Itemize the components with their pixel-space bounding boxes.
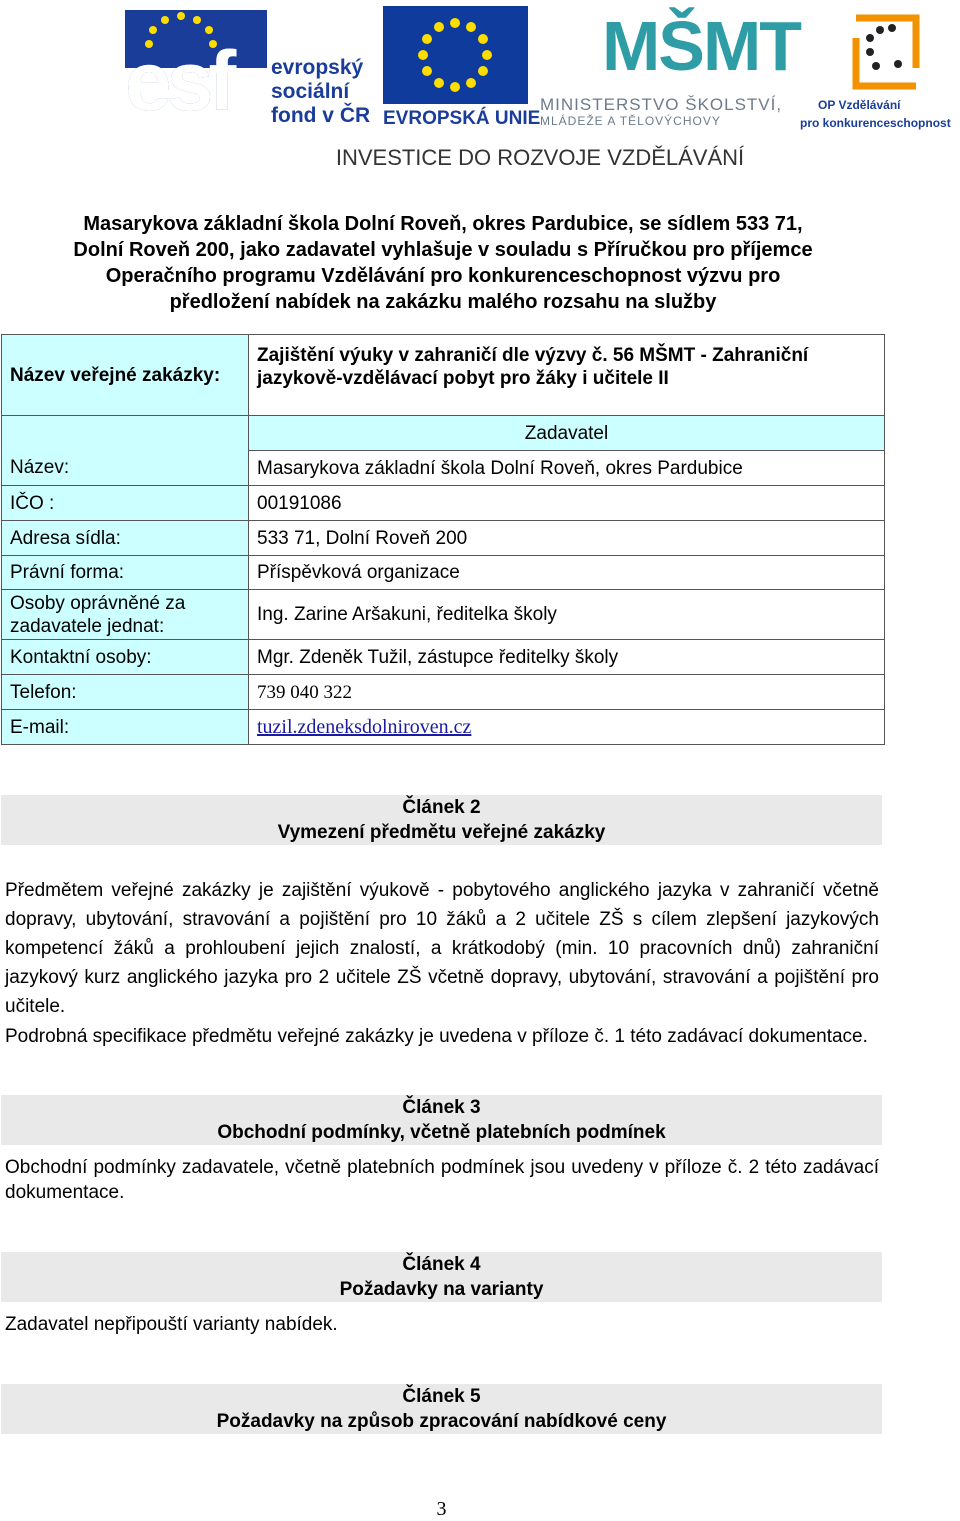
- article-title: Vymezení předmětu veřejné zakázky: [277, 822, 606, 843]
- article-4-paragraph: Zadavatel nepřipouští varianty nabídek.: [5, 1314, 338, 1335]
- table-row: [2, 416, 885, 451]
- ico-value: 00191086: [249, 486, 885, 521]
- msmt-logo: [540, 6, 801, 128]
- kontakt-value: Mgr. Zdeněk Tužil, zástupce ředitelky školy: [249, 640, 885, 675]
- nazev-label: Název:: [2, 451, 249, 486]
- tagline: INVESTICE DO ROZVOJE VZDĚLÁVÁNÍ: [335, 145, 745, 170]
- email-cell: [249, 710, 885, 745]
- table-row: [2, 556, 885, 590]
- nazev-value: Masarykova základní škola Dolní Roveň, okres Pardubice: [249, 451, 885, 486]
- table-row: [2, 521, 885, 556]
- table-row: [2, 590, 885, 640]
- telefon-value: 739 040 322: [249, 675, 885, 710]
- pravni-forma-label: Právní forma:: [2, 556, 249, 590]
- telefon-label: Telefon:: [2, 675, 249, 710]
- eu-text: EVROPSKÁ UNIE: [383, 108, 541, 129]
- article-2-header: [1, 795, 882, 845]
- article-2-paragraph-1: Předmětem veřejné zakázky je zajištění výukově - pobytového anglického jazyka v zahraničí včetně dopravy, ubytování, stravování a pojištění pro 10 žáků a 2 učitele ZŠ s cílem zlepšení jazykových kompetencí žáků a prohloubení jejich znalostí, a krátkodobý (min. 10 pracovních dnů) zahraniční jazykový kurz anglického jazyka pro 2 učitele ZŠ včetně dopravy, ubytování, stravování a pojištění pro učitele.: [5, 880, 879, 1017]
- article-3-paragraph: Obchodní podmínky zadavatele, včetně platebních podmínek jsou uvedeny v příloze č. 2 této zadávací dokumentace.: [5, 1157, 879, 1203]
- table-row: [2, 640, 885, 675]
- email-link[interactable]: tuzil.zdeneksdolniroven.cz: [257, 715, 472, 738]
- email-label: E-mail:: [2, 710, 249, 745]
- msmt-text-1: MINISTERSTVO ŠKOLSTVÍ,: [540, 95, 783, 114]
- nazev-zakazky-value: Zajištění výuky v zahraničí dle výzvy č. 56 MŠMT - Zahraniční jazykově-vzdělávací pobyt pro žáky i učitele II: [249, 335, 885, 416]
- empty-label-cell: [2, 416, 249, 451]
- article-number: Článek 3: [402, 1097, 481, 1118]
- intro-line: předložení nabídek na zakázku malého rozsahu na služby: [169, 291, 717, 313]
- pravni-forma-value: Příspěvková organizace: [249, 556, 885, 590]
- article-number: Článek 2: [402, 797, 481, 818]
- esf-logo: [125, 6, 375, 126]
- intro-line: Masarykova základní škola Dolní Roveň, okres Pardubice, se sídlem 533 71,: [83, 213, 803, 235]
- osoby-value: Ing. Zarine Aršakuni, ředitelka školy: [249, 590, 885, 640]
- article-2-paragraph-2: Podrobná specifikace předmětu veřejné zakázky je uvedena v příloze č. 1 této zadávací dokumentace.: [5, 1026, 868, 1047]
- intro-line: Dolní Roveň 200, jako zadavatel vyhlašuje v souladu s Příručkou pro příjemce: [73, 239, 813, 261]
- intro-line: Operačního programu Vzdělávání pro konkurenceschopnost výzvu pro: [105, 265, 781, 287]
- eu-flag-icon: [383, 6, 528, 104]
- article-5-header: [1, 1384, 882, 1434]
- msmt-text-2: MLÁDEŽE A TĚLOVÝCHOVY: [540, 114, 721, 128]
- article-number: Článek 5: [402, 1386, 481, 1407]
- esf-letters: esf: [125, 34, 232, 128]
- op-circle-icon: [836, 8, 936, 96]
- op-text-1: OP Vzdělávání: [818, 98, 901, 112]
- osoby-label: Osoby oprávněné za zadavatele jednat:: [2, 590, 249, 640]
- table-row: [2, 710, 885, 745]
- nazev-zakazky-label: Název veřejné zakázky:: [2, 335, 249, 416]
- adresa-label: Adresa sídla:: [2, 521, 249, 556]
- article-title: Obchodní podmínky, včetně platebních podmínek: [217, 1122, 666, 1143]
- op-text-2: pro konkurenceschopnost: [800, 116, 951, 130]
- op-logo: [798, 6, 960, 130]
- zadavatel-header: Zadavatel: [249, 416, 885, 451]
- article-title: Požadavky na způsob zpracování nabídkové ceny: [216, 1411, 667, 1432]
- logo-header: [0, 0, 960, 175]
- eu-logo: [383, 6, 541, 129]
- intro-heading: [0, 211, 886, 315]
- esf-text-line: sociální: [271, 80, 350, 103]
- msmt-mark: MŠMT: [602, 7, 801, 85]
- article-4-header: [1, 1252, 882, 1302]
- table-row: [2, 486, 885, 521]
- esf-text: [271, 56, 370, 128]
- table-row: [2, 335, 885, 416]
- esf-text-line: fond v ČR: [271, 104, 371, 127]
- article-3-header: [1, 1095, 882, 1145]
- table-row: [2, 675, 885, 710]
- zadavatel-table: [1, 334, 885, 745]
- ico-label: IČO :: [2, 486, 249, 521]
- esf-text-line: evropský: [271, 56, 364, 79]
- table-row: [2, 451, 885, 486]
- article-number: Článek 4: [402, 1254, 481, 1275]
- page-number: 3: [436, 1498, 447, 1520]
- kontakt-label: Kontaktní osoby:: [2, 640, 249, 675]
- article-title: Požadavky na varianty: [339, 1279, 544, 1300]
- adresa-value: 533 71, Dolní Roveň 200: [249, 521, 885, 556]
